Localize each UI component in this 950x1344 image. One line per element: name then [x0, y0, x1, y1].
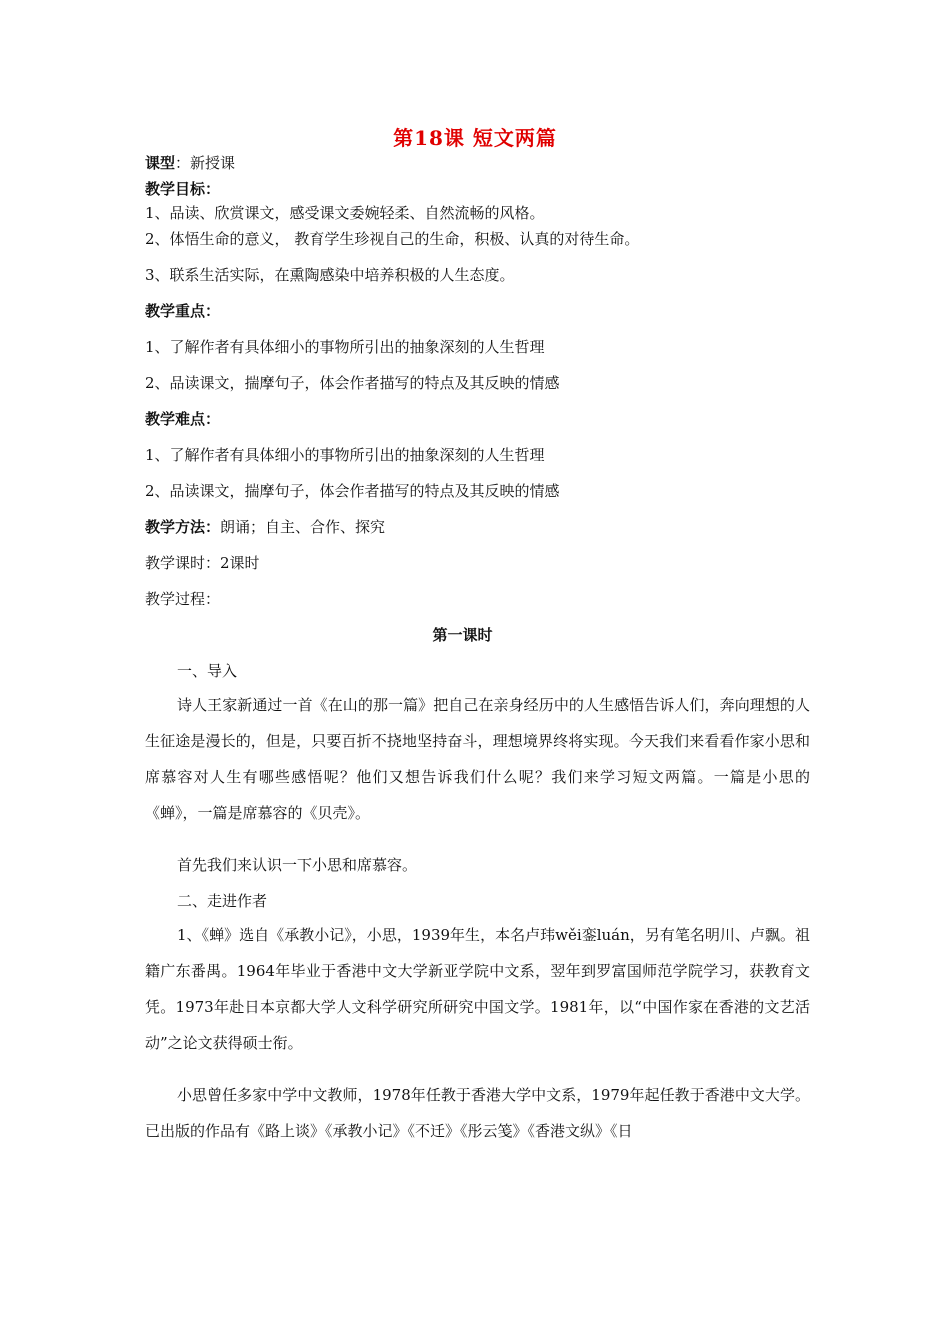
session-title: 第一课时: [432, 626, 493, 644]
lesson-type-label: 课型: [145, 154, 176, 172]
section-heading-intro: 一、导入: [177, 662, 238, 680]
author-paragraph-1: 1、《蝉》选自《承教小记》，小思，1939年生，本名卢玮wěi銮luán，另有笔名明川、卢飘。祖籍广东番禺。1964年毕业于香港中文大学新亚学院中文系，翌年到罗富国师范学院学习，获教育文凭。1973年赴日本京都大学人文科学研究所研究中国文学。1981年，以“中国作家在香港的文艺活动”之论文获得硕士衔。: [145, 926, 810, 1052]
author-paragraph-2: 小思曾任多家中学中文教师，1978年任教于香港大学中文系，1979年起任教于香港中文大学。已出版的作品有《路上谈》《承教小记》《不迁》《彤云笺》《香港文纵》《日: [145, 1086, 810, 1140]
goal-item: 3、联系生活实际，在熏陶感染中培养积极的人生态度。: [145, 266, 515, 284]
methods-value: 朗诵；自主、合作、探究: [220, 518, 386, 536]
section-heading-authors: 二、走进作者: [177, 892, 268, 910]
lesson-type-line: [145, 152, 235, 173]
key-points-heading: 教学重点：: [145, 302, 221, 320]
goal-item: 1、品读、欣赏课文，感受课文委婉轻柔、自然流畅的风格。: [145, 204, 545, 222]
goal-item: 2、体悟生命的意义， 教育学生珍视自己的生命，积极、认真的对待生命。: [145, 230, 640, 248]
difficulties-heading: 教学难点：: [145, 410, 221, 428]
intro-followup: 首先我们来认识一下小思和席慕容。: [177, 856, 418, 874]
goals-heading: 教学目标：: [145, 180, 221, 198]
key-point-item: 1、了解作者有具体细小的事物所引出的抽象深刻的人生哲理: [145, 338, 545, 356]
difficulty-item: 2、品读课文，揣摩句子，体会作者描写的特点及其反映的情感: [145, 482, 560, 500]
methods-label: 教学方法：: [145, 518, 221, 536]
intro-paragraph: 诗人王家新通过一首《在山的那一篇》把自己在亲身经历中的人生感悟告诉人们，奔向理想的人生征途是漫长的，但是，只要百折不挠地坚持奋斗，理想境界终将实现。今天我们来看看作家小思和席慕容对人生有哪些感悟呢？他们又想告诉我们什么呢？我们来学习短文两篇。一篇是小思的《蝉》，一篇是席慕容的《贝壳》。: [145, 696, 810, 822]
lesson-type-value: ：新授课: [175, 154, 236, 172]
hours-line: 教学课时：2课时: [145, 554, 260, 572]
difficulty-item: 1、了解作者有具体细小的事物所引出的抽象深刻的人生哲理: [145, 446, 545, 464]
page-title: 第18课 短文两篇: [393, 126, 557, 150]
methods-line: [145, 516, 385, 537]
key-point-item: 2、品读课文，揣摩句子，体会作者描写的特点及其反映的情感: [145, 374, 560, 392]
process-line: 教学过程：: [145, 590, 221, 608]
